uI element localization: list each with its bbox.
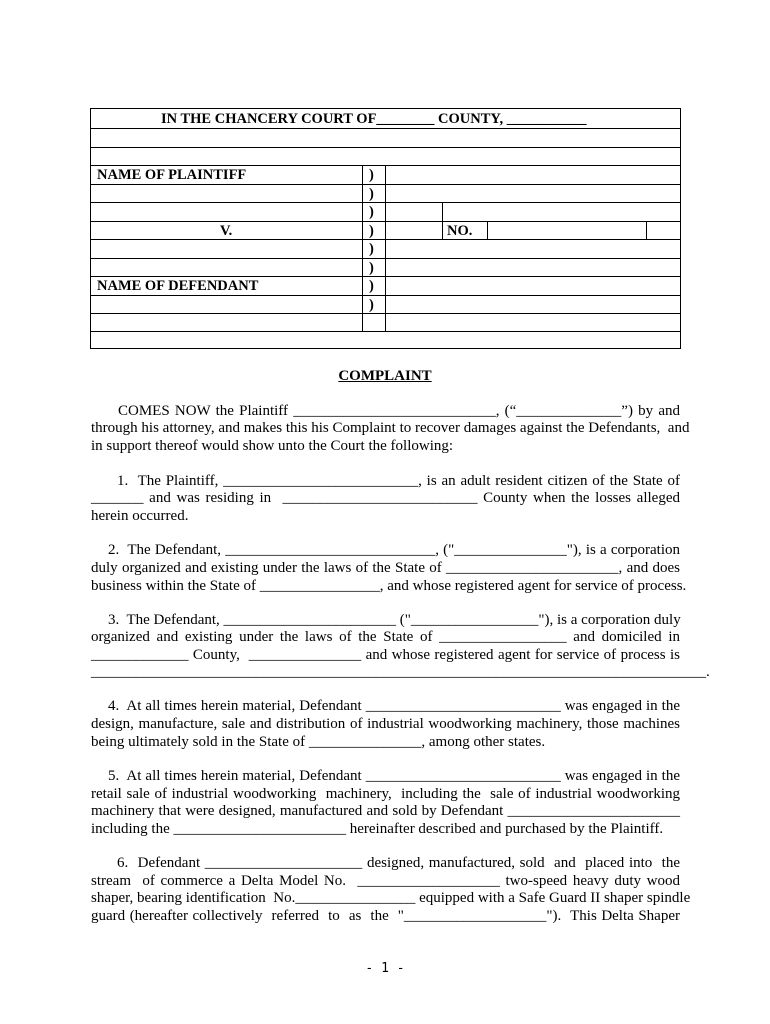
plaintiff-label: NAME OF PLAINTIFF	[97, 167, 247, 183]
paragraph-line: organized and existing under the laws of the State of _________________ and domiciled in	[91, 629, 680, 645]
paragraph-line: COMES NOW the Plaintiff ___________________________, (“______________”) by and	[118, 403, 680, 419]
paragraph-line: including the _______________________ hereinafter described and purchased by the Plaintiff.	[91, 821, 664, 837]
paragraph-line: 2. The Defendant, ____________________________, ("_______________"), is a corporation	[108, 542, 680, 558]
paren: )	[369, 186, 374, 202]
case-caption-table	[90, 108, 681, 349]
paren: )	[369, 278, 374, 294]
paragraph-line: duly organized and existing under the laws of the State of _______________________, and does	[91, 560, 680, 576]
paren: )	[369, 241, 374, 257]
document-title: COMPLAINT	[338, 368, 432, 384]
paragraph-line: business within the State of ________________, and whose registered agent for service of process.	[91, 578, 687, 594]
paragraph-line: 3. The Defendant, _______________________ ("_________________"), is a corporation duly	[108, 612, 681, 628]
case-number-label: NO.	[447, 223, 473, 239]
paragraph-line: stream of commerce a Delta Model No. ___________________ two-speed heavy duty wood	[91, 873, 680, 889]
paragraph-line: 4. At all times herein material, Defendant __________________________ was engaged in the	[108, 698, 680, 714]
paragraph-line: shaper, bearing identification No.________________ equipped with a Safe Guard II shaper spindle	[91, 890, 691, 906]
paragraph-line: 6. Defendant _____________________ designed, manufactured, sold and placed into the	[117, 855, 680, 871]
paren: )	[369, 260, 374, 276]
paragraph-line: herein occurred.	[91, 508, 189, 524]
paragraph-line: _______ and was residing in __________________________ County when the losses alleged	[91, 490, 680, 506]
paren: )	[369, 297, 374, 313]
paren: )	[369, 167, 374, 183]
paragraph-line: 1. The Plaintiff, __________________________, is an adult resident citizen of the State of	[117, 473, 680, 489]
page-number: - 1 -	[365, 961, 405, 976]
paragraph-line: retail sale of industrial woodworking machinery, including the sale of industrial woodworking	[91, 786, 680, 802]
paragraph-line: _____________ County, _______________ and whose registered agent for service of process is	[91, 647, 680, 663]
defendant-label: NAME OF DEFENDANT	[97, 278, 259, 294]
versus-label: V.	[220, 223, 233, 239]
paren: )	[369, 223, 374, 239]
paragraph-line: 5. At all times herein material, Defendant __________________________ was engaged in the	[108, 768, 680, 784]
paragraph-line: guard (hereafter collectively referred to as the "___________________"). This Delta Shaper	[91, 908, 680, 924]
paragraph-line: __________________________________________________________________________________.	[91, 664, 710, 680]
paragraph-line: design, manufacture, sale and distribution of industrial woodworking machinery, those machines	[91, 716, 680, 732]
paragraph-line: being ultimately sold in the State of _______________, among other states.	[91, 734, 546, 750]
court-heading: IN THE CHANCERY COURT OF________ COUNTY, ___________	[161, 111, 587, 127]
paragraph-line: through his attorney, and makes this his Complaint to recover damages against the Defendants, and	[91, 420, 690, 436]
paragraph-line: in support thereof would show unto the Court the following:	[91, 438, 454, 454]
paren: )	[369, 204, 374, 220]
paragraph-line: machinery that were designed, manufactured and sold by Defendant _______________________	[91, 803, 680, 819]
